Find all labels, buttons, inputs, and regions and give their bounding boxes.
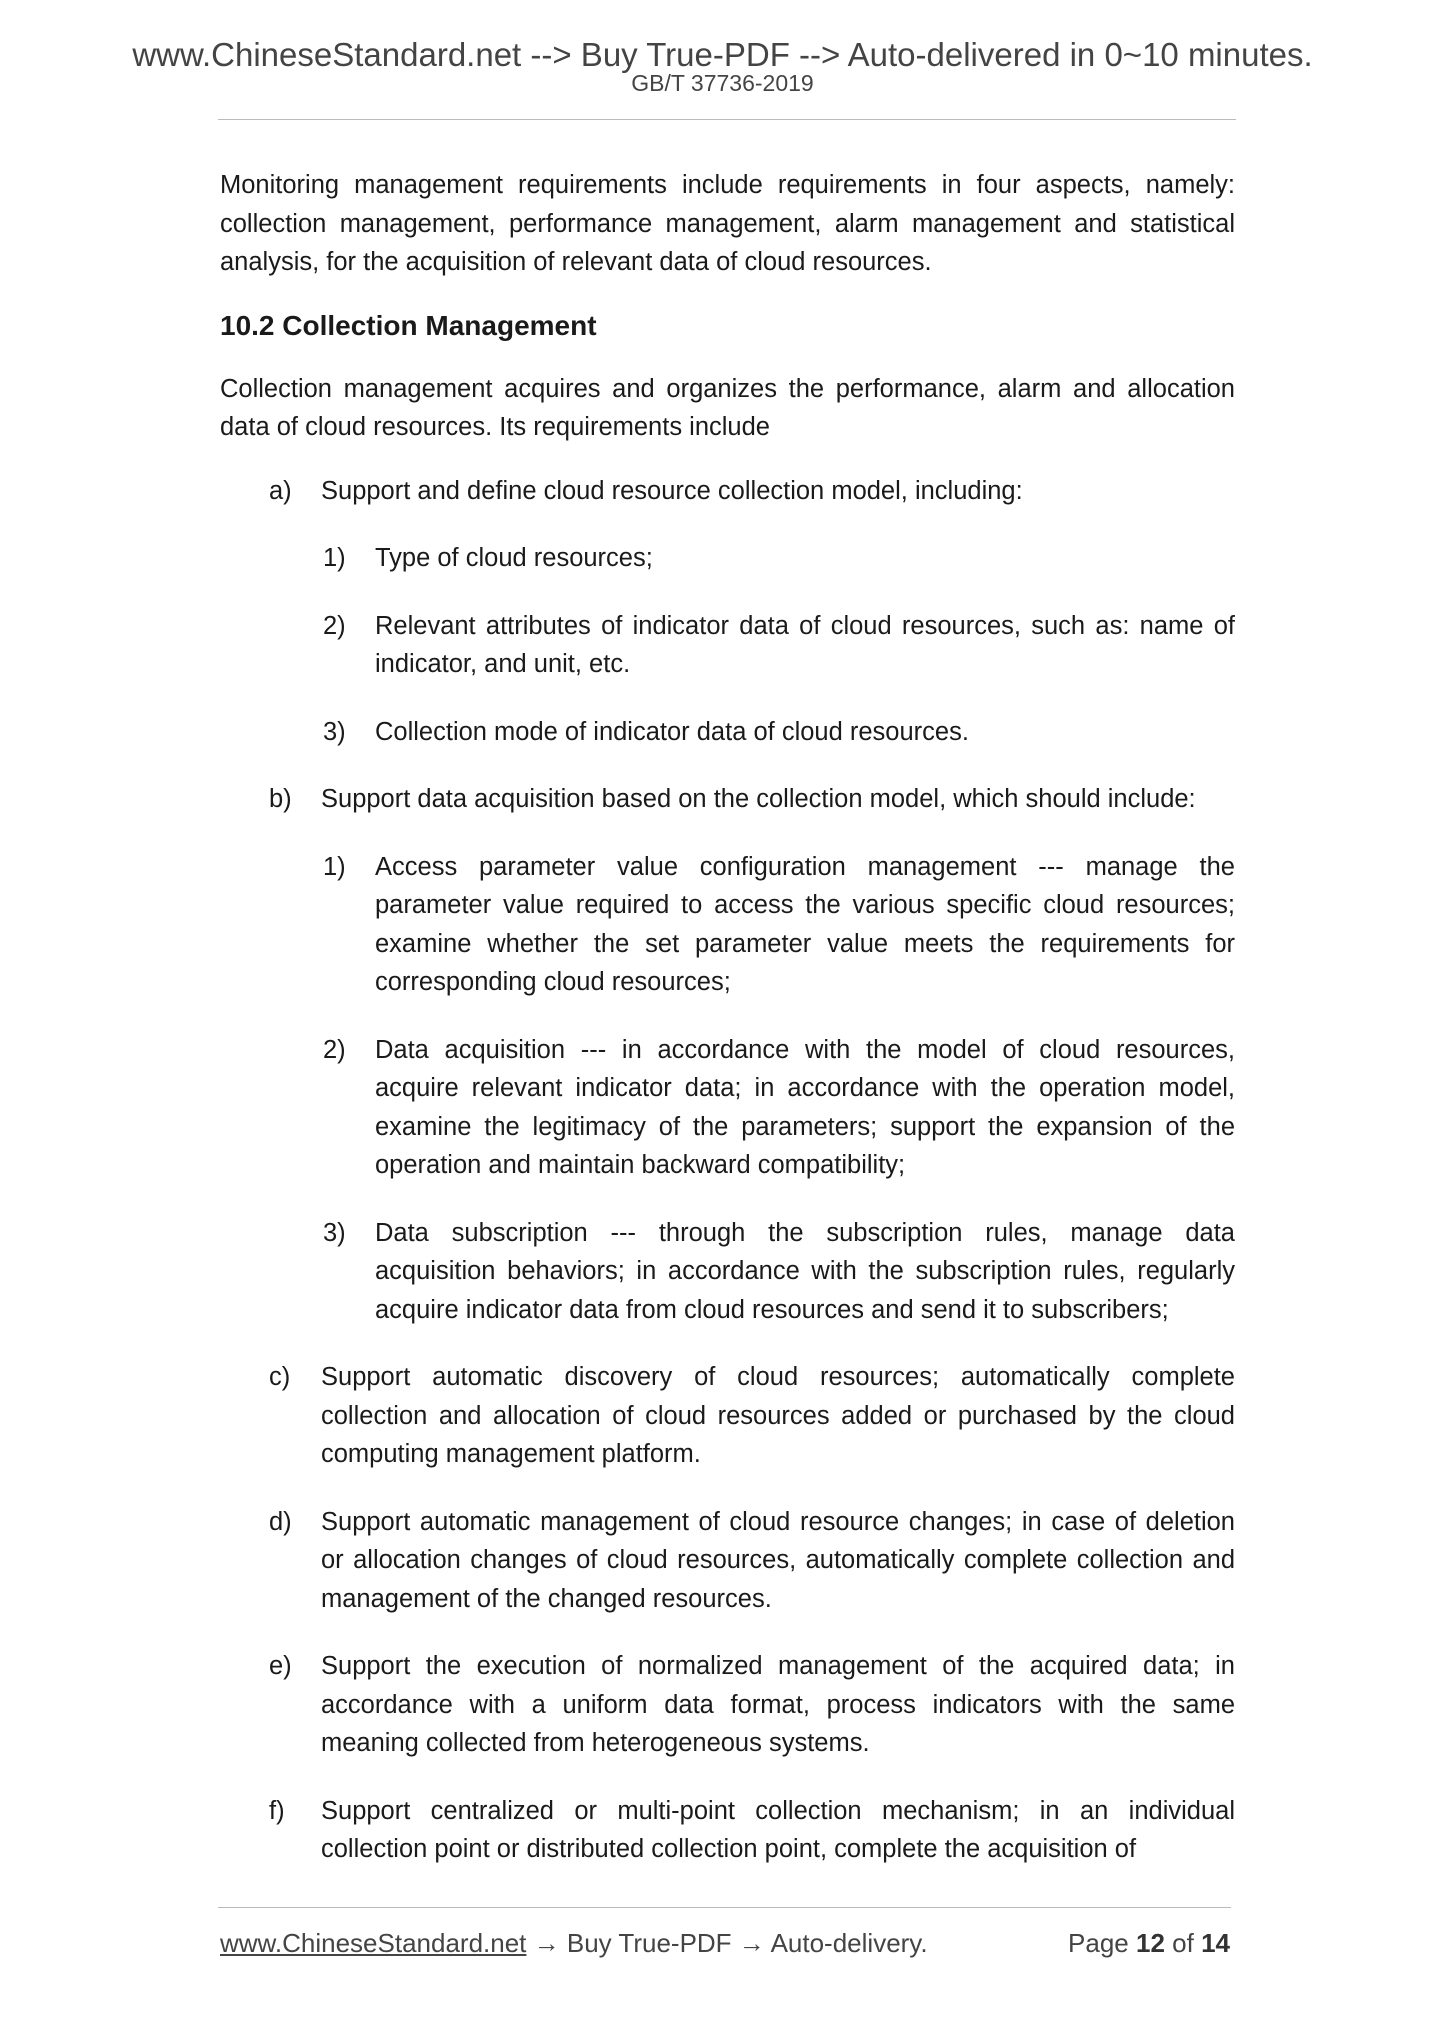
list-marker: d) [269,1507,292,1536]
sub-list-item [323,607,1235,684]
list-marker: b) [269,785,292,813]
list-item [269,1358,1235,1474]
page-total: 14 [1201,1928,1230,1958]
sub-list-marker: 1) [323,544,346,572]
sub-list-marker: 2) [323,611,346,640]
site-banner: www.ChineseStandard.net --> Buy True-PDF --> Auto-delivered in 0~10 minutes. [132,36,1313,73]
sub-list-item-text: Type of cloud resources; [375,544,653,572]
sub-list-item-text: Data acquisition --- in accordance with the model of cloud resources, acquire relevant indicator data; in accordance with the operation model, examine the legitimacy of the parameters; support the expansion of the operation and maintain backward compatibility; [375,1035,1235,1179]
list-item-text: Support data acquisition based on the collection model, which should include: [321,785,1196,813]
sub-list-item-text: Access parameter value configuration management --- manage the parameter value required to access the various specific cloud resources; examine whether the set parameter value meets the requirements for corresponding cloud resources; [375,852,1235,996]
standard-code: GB/T 37736-2019 [631,70,814,96]
sub-list-item [323,1031,1235,1185]
list-item [269,1647,1235,1763]
sub-list-marker: 3) [323,717,346,746]
sub-list-item-text: Relevant attributes of indicator data of cloud resources, such as: name of indicator, and unit, etc. [375,611,1235,678]
sub-list-item [323,713,1235,752]
list-item [269,1792,1235,1869]
list-item [269,1503,1235,1619]
sub-list-marker: 1) [323,852,346,881]
list-item-text: Support and define cloud resource collection model, including: [321,476,1023,505]
list-marker: c) [269,1363,291,1391]
list-item-text: Support the execution of normalized management of the acquired data; in accordance with a uniform data format, process indicators with the same meaning collected from heterogeneous systems. [321,1652,1235,1757]
section-heading: 10.2 Collection Management [220,309,597,341]
sub-list-item [323,539,1235,578]
footer-divider [218,1907,1231,1908]
list-marker: a) [269,476,292,505]
list-item [269,780,1235,819]
footer-promo [220,1925,928,1961]
sub-list-item [323,848,1235,1002]
page-of: of [1172,1928,1194,1958]
page-indicator [1068,1925,1230,1961]
list-item [269,472,1235,511]
sub-list-item [323,1214,1235,1330]
header-divider [218,119,1236,120]
sub-list-marker: 2) [323,1035,346,1064]
page-current: 12 [1136,1928,1165,1958]
page-footer [220,1925,1230,1965]
intro-paragraph: Monitoring management requirements include requirements in four aspects, namely: collection management, performance management, alarm management and statistical analysis, for the acquisition of relevant data of cloud resources. [220,171,1235,276]
sub-list-item-text: Data subscription --- through the subscription rules, manage data acquisition behaviors; in accordance with the subscription rules, regularly acquire indicator data from cloud resources and send it to subscribers; [375,1218,1235,1324]
document-body [220,166,1235,1898]
footer-site-link[interactable]: www.ChineseStandard.net [220,1928,527,1958]
footer-promo-text: → Buy True-PDF → Auto-delivery. [526,1928,928,1958]
list-marker: e) [269,1652,292,1680]
page-label: Page [1068,1928,1129,1958]
section-lead: Collection management acquires and organizes the performance, alarm and allocation data of cloud resources. Its requirements include [220,374,1235,441]
list-item-text: Support automatic discovery of cloud resources; automatically complete collection and allocation of cloud resources added or purchased by the cloud computing management platform. [321,1363,1235,1468]
list-marker: f) [269,1796,285,1825]
sub-list-marker: 3) [323,1218,346,1247]
sub-list-item-text: Collection mode of indicator data of cloud resources. [375,717,969,746]
list-item-text: Support centralized or multi-point collection mechanism; in an individual collection point or distributed collection point, complete the acquisition of [321,1796,1235,1863]
list-item-text: Support automatic management of cloud resource changes; in case of deletion or allocation changes of cloud resources, automatically complete collection and management of the changed resources. [321,1507,1235,1613]
